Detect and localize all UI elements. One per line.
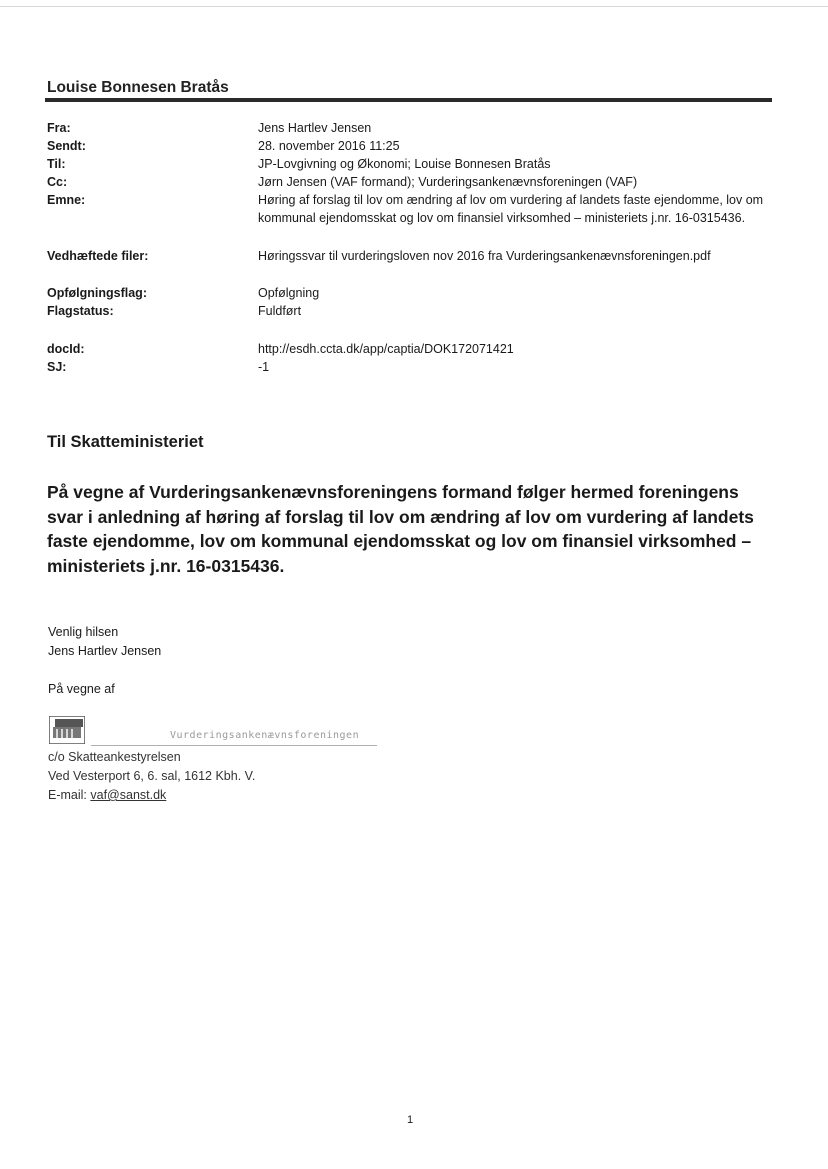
logo-text: Vurderingsankenævnsforeningen xyxy=(170,730,360,741)
meta-value: -1 xyxy=(258,360,270,374)
signer-name: Jens Hartlev Jensen xyxy=(48,644,162,658)
meta-value: Jørn Jensen (VAF formand); Vurderingsankenævnsforeningen (VAF) xyxy=(258,175,638,189)
meta-label: Vedhæftede filer: xyxy=(47,249,149,263)
meta-value: 28. november 2016 11:25 xyxy=(258,139,400,153)
meta-label: Cc: xyxy=(47,175,68,189)
closing-text: Venlig hilsen xyxy=(48,625,119,639)
meta-label: SJ: xyxy=(47,360,67,374)
meta-label: Fra: xyxy=(47,121,71,135)
meta-label: Emne: xyxy=(47,193,86,207)
meta-value: Fuldført xyxy=(258,304,302,318)
meta-label: Flagstatus: xyxy=(47,304,114,318)
address-street: Ved Vesterport 6, 6. sal, 1612 Kbh. V. xyxy=(48,769,256,783)
recipient-greeting: Til Skatteministeriet xyxy=(47,433,204,451)
docid-link[interactable]: http://esdh.ccta.dk/app/captia/DOK172071421 xyxy=(258,342,514,356)
email-link[interactable]: vaf@sanst.dk xyxy=(90,788,167,802)
meta-label: Til: xyxy=(47,157,66,171)
header-divider xyxy=(45,98,772,102)
meta-value: JP-Lovgivning og Økonomi; Louise Bonnesen Bratås xyxy=(258,157,551,171)
meta-value: Opfølgning xyxy=(258,286,320,300)
logo-underline xyxy=(91,745,377,746)
sender-name-heading: Louise Bonnesen Bratås xyxy=(47,79,229,96)
lead-paragraph: På vegne af Vurderingsankenævnsforeningens formand følger hermed foreningens svar i anledning af høring af forslag til lov om ændring af lov om vurdering af landets faste ejendomme, lov om kommunal ejendomsskat og lov om finansiel virksomhed – ministeriets j.nr. 16-0315436. xyxy=(47,482,754,576)
association-logo-icon xyxy=(49,716,85,744)
attachment-link[interactable]: Høringssvar til vurderingsloven nov 2016 fra Vurderingsankenævnsforeningen.pdf xyxy=(258,249,711,263)
on-behalf-text: På vegne af xyxy=(48,682,115,696)
page-number: 1 xyxy=(407,1114,414,1126)
email-line xyxy=(48,786,166,805)
meta-value: Høring af forslag til lov om ændring af lov om vurdering af landets faste ejendomme, lov om kommunal ejendomsskat og lov om finansiel virksomhed – ministeriets j.nr. 16-0315436. xyxy=(258,193,764,225)
page-top-edge xyxy=(0,6,828,7)
email-label: E-mail: xyxy=(48,788,91,802)
address-co: c/o Skatteankestyrelsen xyxy=(48,750,181,764)
meta-label: docId: xyxy=(47,342,85,356)
meta-value: Jens Hartlev Jensen xyxy=(258,121,372,135)
meta-label: Opfølgningsflag: xyxy=(47,286,147,300)
meta-label: Sendt: xyxy=(47,139,86,153)
